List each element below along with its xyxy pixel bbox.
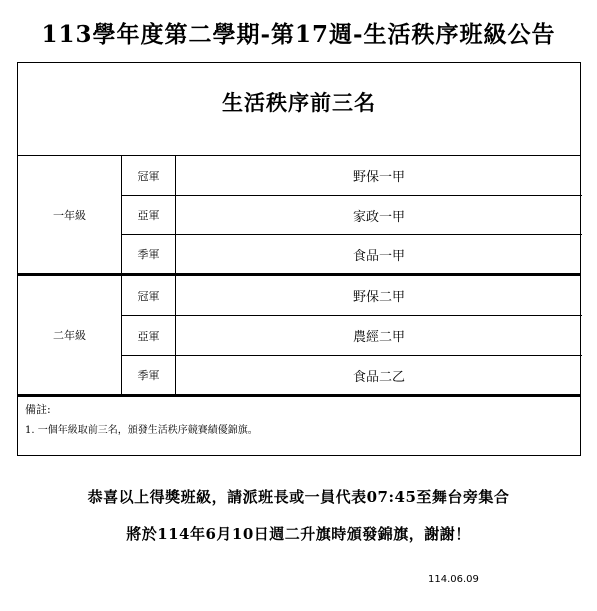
page-title: 113學年度第二學期-第17週-生活秩序班級公告: [41, 21, 556, 48]
rank-label: 冠軍: [137, 289, 160, 303]
rank-label: 冠軍: [137, 169, 160, 183]
grade-label: 二年級: [53, 329, 86, 342]
notes-divider: [18, 394, 580, 397]
winner-class: 野保二甲: [352, 290, 405, 305]
ranking-table: [17, 62, 581, 456]
rank-label: 季軍: [137, 248, 160, 261]
winner-class: 食品二乙: [352, 369, 405, 385]
table-subtitle: 生活秩序前三名: [222, 90, 376, 115]
winner-class: 食品一甲: [352, 248, 405, 264]
grade-label: 一年級: [53, 208, 86, 222]
notice-line: 恭喜以上得獎班級，請派班長或一員代表07:45至舞台旁集合: [87, 488, 510, 506]
notes-label: 備註:: [25, 403, 51, 416]
rank-label: 亞軍: [137, 329, 160, 343]
winner-class: 農經二甲: [352, 330, 405, 345]
notes-item: 1. 一個年級取前三名，頒發生活秩序競賽績優錦旗。: [25, 425, 258, 436]
winner-class: 家政一甲: [352, 209, 405, 225]
rank-label: 季軍: [137, 369, 160, 382]
notice-line: 將於114年6月10日週二升旗時頒發錦旗，謝謝！: [126, 525, 471, 543]
publish-date: 114.06.09: [428, 574, 479, 585]
winner-class: 野保一甲: [352, 170, 405, 185]
rank-label: 亞軍: [137, 209, 160, 222]
